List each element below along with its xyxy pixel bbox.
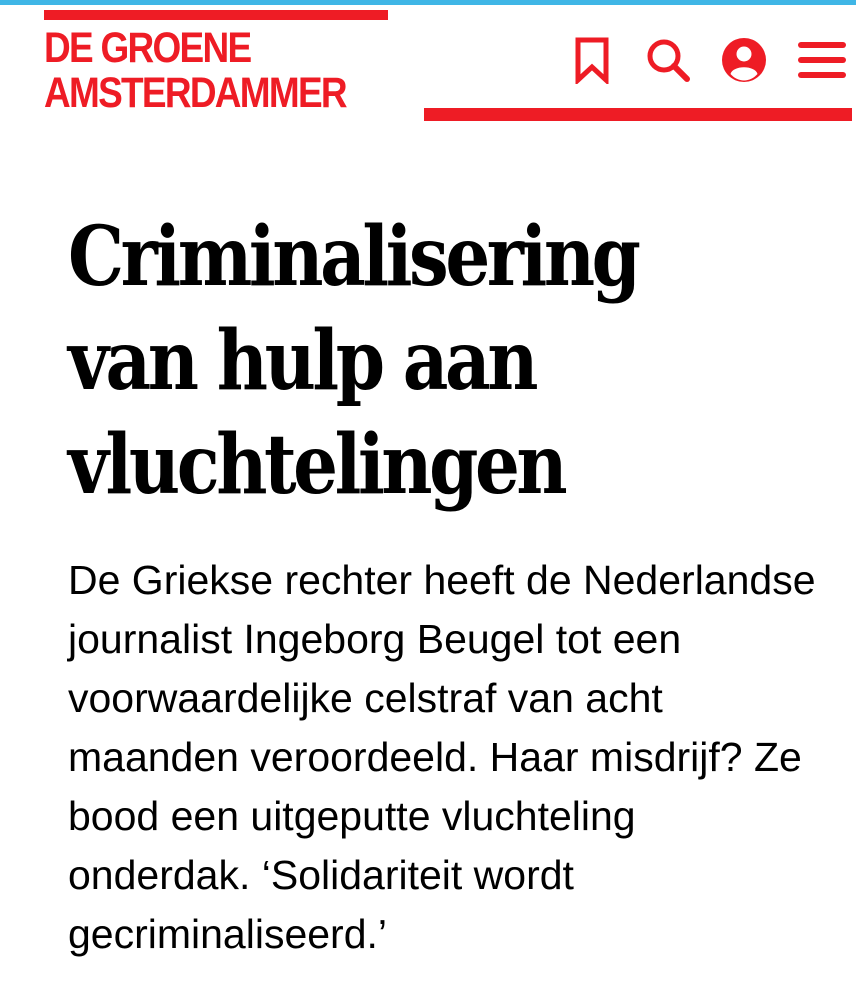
article-lead-line: De Griekse rechter heeft de Nederlandse xyxy=(68,557,816,603)
account-icon xyxy=(721,37,767,83)
top-accent-strip xyxy=(0,0,856,5)
logo-bar xyxy=(44,10,388,20)
article-lead-line: gecriminaliseerd.’ xyxy=(68,911,388,957)
article-lead xyxy=(68,551,816,964)
account-button[interactable] xyxy=(718,34,770,86)
article-lead-line: journalist Ingeborg Beugel tot een xyxy=(68,616,682,662)
search-button[interactable] xyxy=(642,34,694,86)
bookmark-button[interactable] xyxy=(566,34,618,86)
article-title xyxy=(68,205,638,517)
bookmark-icon xyxy=(573,36,611,84)
menu-icon xyxy=(796,38,848,82)
logo-line-2: AMSTERDAMMER xyxy=(44,69,346,117)
article-lead-line: onderdak. ‘Solidariteit wordt xyxy=(68,852,574,898)
site-logo[interactable] xyxy=(44,26,346,116)
article-title-line: van hulp aan xyxy=(68,313,536,409)
logo-line-1: DE GROENE xyxy=(44,24,251,72)
article-title-line: Criminalisering xyxy=(68,209,638,305)
article-lead-line: voorwaardelijke celstraf van acht xyxy=(68,675,663,721)
search-icon xyxy=(645,37,691,83)
article-lead-line: maanden veroordeeld. Haar misdrijf? Ze xyxy=(68,734,802,780)
article-title-line: vluchtelingen xyxy=(68,417,565,513)
header-rule xyxy=(424,108,852,121)
article-lead-line: bood een uitgeputte vluchteling xyxy=(68,793,636,839)
menu-button[interactable] xyxy=(796,34,848,86)
